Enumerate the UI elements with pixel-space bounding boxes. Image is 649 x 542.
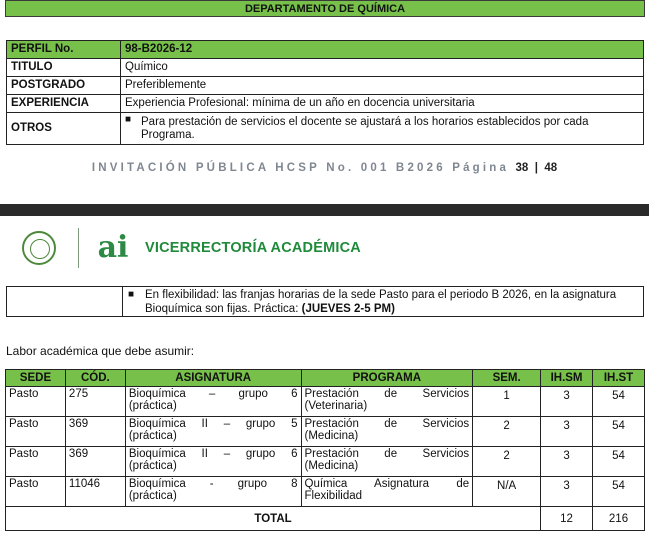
cell-programa <box>301 447 473 477</box>
col-header-sede: SEDE <box>6 370 66 387</box>
profile-label: OTROS <box>7 113 121 145</box>
university-seal-icon <box>22 231 56 265</box>
continuation-label-cell <box>6 286 122 317</box>
programa-line1: Química Asignatura de <box>304 478 470 490</box>
programa-line2: (Veterinaria) <box>304 400 368 412</box>
asignatura-line2: (práctica) <box>128 430 177 442</box>
cell-sede: Pasto <box>6 477 66 507</box>
cell-sem: 2 <box>473 417 541 447</box>
programa-line2: (Medicina) <box>304 460 359 472</box>
table-row <box>6 477 645 507</box>
col-header-sem: SEM. <box>473 370 541 387</box>
department-title: DEPARTAMENTO DE QUÍMICA <box>244 2 406 15</box>
cell-ihsm: 3 <box>541 447 593 477</box>
profile-label: EXPERIENCIA <box>7 95 121 113</box>
cell-cod: 11046 <box>65 477 125 507</box>
profile-value: Químico <box>121 59 644 77</box>
cell-asignatura <box>125 387 301 417</box>
continuation-text: En flexibilidad: las franjas horarias de la sede Pasto para el periodo B 2026, en la asignatura Bioquímica son fijas. Práctica: <box>145 289 617 315</box>
total-label: TOTAL <box>6 507 541 531</box>
page-total: 48 <box>544 162 558 174</box>
bullet-icon: ■ <box>128 289 135 300</box>
profile-value <box>121 113 644 145</box>
asignatura-line1: Bioquímica II – grupo 5 <box>128 418 298 430</box>
page-separator: | <box>534 162 538 174</box>
cell-cod: 275 <box>65 387 125 417</box>
programa-line1: Prestación de Servicios <box>304 388 470 400</box>
cell-sem: N/A <box>473 477 541 507</box>
footer-text: INVITACIÓN PÚBLICA HCSP No. 001 B2026 Página <box>91 162 510 174</box>
cell-asignatura <box>125 417 301 447</box>
col-header-cod: CÓD. <box>65 370 125 387</box>
profile-value: Preferiblemente <box>121 77 644 95</box>
branding-header <box>22 224 642 272</box>
profile-table <box>6 40 644 145</box>
col-header-ihst: IH.ST <box>593 370 645 387</box>
cell-sede: Pasto <box>6 387 66 417</box>
cell-cod: 369 <box>65 417 125 447</box>
cell-programa <box>301 477 473 507</box>
courses-header-row <box>6 370 645 387</box>
asignatura-line1: Bioquímica - grupo 8 <box>128 478 298 490</box>
cell-sem: 2 <box>473 447 541 477</box>
logo-divider <box>78 228 79 268</box>
col-header-ihsm: IH.SM <box>541 370 593 387</box>
profile-label: PERFIL No. <box>7 41 121 59</box>
programa-line1: Prestación de Servicios <box>304 448 470 460</box>
cell-sede: Pasto <box>6 417 66 447</box>
cell-ihsm: 3 <box>541 417 593 447</box>
table-row <box>6 447 645 477</box>
cell-cod: 369 <box>65 447 125 477</box>
cell-programa <box>301 387 473 417</box>
cell-sem: 1 <box>473 387 541 417</box>
labor-label: Labor académica que debe asumir: <box>6 344 195 358</box>
page-number: 38 <box>515 162 529 174</box>
asignatura-line2: (práctica) <box>128 460 177 472</box>
total-ihst: 216 <box>593 507 645 531</box>
col-header-asignatura: ASIGNATURA <box>125 370 301 387</box>
cell-asignatura <box>125 477 301 507</box>
courses-table <box>5 369 645 531</box>
cell-ihsm: 3 <box>541 387 593 417</box>
profile-label: TITULO <box>7 59 121 77</box>
profile-row-postgrado <box>7 77 644 95</box>
bullet-icon: ■ <box>125 114 132 125</box>
vicerrectoria-title: VICERRECTORÍA ACADÉMICA <box>145 240 361 256</box>
cell-ihst: 54 <box>593 477 645 507</box>
profile-row-number <box>7 41 644 59</box>
profile-row-otros <box>7 113 644 145</box>
asignatura-line1: Bioquímica – grupo 6 <box>128 388 298 400</box>
total-row <box>6 507 645 531</box>
profile-otros-text: Para prestación de servicios el docente se ajustará a los horarios establecidos por cada Programa. <box>141 115 589 141</box>
profile-label: POSTGRADO <box>7 77 121 95</box>
cell-ihst: 54 <box>593 447 645 477</box>
ai-logo-icon: ai <box>97 230 129 265</box>
page-break <box>0 204 649 216</box>
cell-ihst: 54 <box>593 387 645 417</box>
profile-value: Experiencia Profesional: mínima de un año en docencia universitaria <box>121 95 644 113</box>
table-row <box>6 417 645 447</box>
profile-row-title <box>7 59 644 77</box>
cell-programa <box>301 417 473 447</box>
page-footer <box>0 162 649 174</box>
department-header <box>5 0 645 17</box>
cell-ihsm: 3 <box>541 477 593 507</box>
profile-value: 98-B2026-12 <box>121 41 644 59</box>
table-row <box>6 387 645 417</box>
cell-asignatura <box>125 447 301 477</box>
profile-row-experiencia <box>7 95 644 113</box>
asignatura-line2: (práctica) <box>128 400 177 412</box>
asignatura-line2: (práctica) <box>128 490 177 502</box>
programa-line2: Flexibilidad <box>304 490 363 502</box>
continuation-cell <box>122 286 644 317</box>
total-ihsm: 12 <box>541 507 593 531</box>
cell-ihst: 54 <box>593 417 645 447</box>
asignatura-line1: Bioquímica II – grupo 6 <box>128 448 298 460</box>
programa-line1: Prestación de Servicios <box>304 418 470 430</box>
programa-line2: (Medicina) <box>304 430 359 442</box>
continuation-emphasis: (JUEVES 2-5 PM) <box>301 303 395 315</box>
cell-sede: Pasto <box>6 447 66 477</box>
col-header-programa: PROGRAMA <box>301 370 473 387</box>
